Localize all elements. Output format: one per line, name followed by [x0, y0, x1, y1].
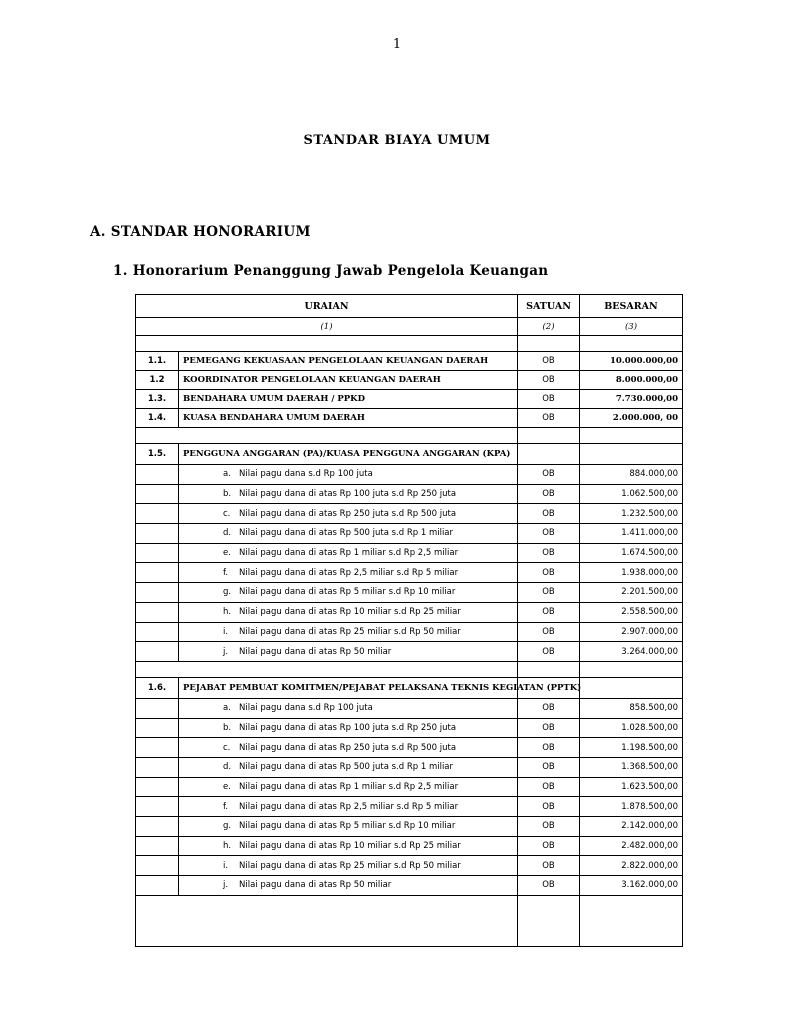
- row-besaran: 7.730.000,00: [580, 390, 683, 409]
- item-letter: a.: [223, 703, 231, 714]
- item-letter: g.: [223, 821, 232, 832]
- item-label: Nilai pagu dana di atas Rp 250 juta s.d Rp 500 juta: [239, 508, 457, 519]
- empty-cell: [136, 718, 179, 738]
- table-row: [136, 583, 683, 603]
- row-item-cell: [179, 876, 518, 896]
- table-row: [136, 698, 683, 718]
- item-label: Nilai pagu dana di atas Rp 2,5 miliar s.d Rp 5 miliar: [239, 567, 459, 578]
- row-item-cell: [179, 524, 518, 544]
- row-satuan: OB: [518, 876, 580, 896]
- table-row: [136, 718, 683, 738]
- row-item-cell: [179, 856, 518, 876]
- row-number: 1.2: [136, 371, 179, 390]
- row-item-cell: [179, 642, 518, 662]
- table-row: [136, 563, 683, 583]
- row-besaran: 884.000,00: [580, 465, 683, 485]
- table-row: [136, 817, 683, 837]
- table-row: [136, 504, 683, 524]
- empty-cell: [136, 738, 179, 758]
- group-number: 1.6.: [136, 677, 179, 698]
- item-letter: j.: [223, 880, 229, 891]
- item-label: Nilai pagu dana di atas Rp 500 juta s.d Rp 1 miliar: [239, 762, 454, 773]
- item-letter: b.: [223, 722, 232, 733]
- row-item-cell: [179, 622, 518, 642]
- row-satuan: OB: [518, 642, 580, 662]
- row-satuan: OB: [518, 504, 580, 524]
- row-item-cell: [179, 465, 518, 485]
- empty-cell: [136, 484, 179, 504]
- item-letter: a.: [223, 469, 231, 480]
- row-besaran: 2.201.500,00: [580, 583, 683, 603]
- empty-cell: [518, 444, 580, 465]
- item-letter: d.: [223, 528, 232, 539]
- row-item-cell: [179, 817, 518, 837]
- row-besaran: 1.411.000,00: [580, 524, 683, 544]
- empty-cell: [136, 465, 179, 485]
- item-label: Nilai pagu dana di atas Rp 1 miliar s.d Rp 2,5 miliar: [239, 548, 459, 559]
- row-item-cell: [179, 543, 518, 563]
- empty-cell: [580, 428, 683, 444]
- empty-cell: [518, 661, 580, 677]
- empty-cell: [136, 543, 179, 563]
- row-satuan: OB: [518, 777, 580, 797]
- table-row: [136, 797, 683, 817]
- row-number: 1.1.: [136, 352, 179, 371]
- table-row: [136, 876, 683, 896]
- row-item-cell: [179, 504, 518, 524]
- empty-cell: [136, 602, 179, 622]
- group-label: PENGGUNA ANGGARAN (PA)/KUASA PENGGUNA ANGGARAN (KPA): [179, 444, 518, 465]
- row-besaran: 1.232.500,00: [580, 504, 683, 524]
- row-item-cell: [179, 718, 518, 738]
- col-number-uraian: (1): [136, 318, 518, 336]
- item-label: Nilai pagu dana di atas Rp 50 miliar: [239, 880, 392, 891]
- row-satuan: OB: [518, 583, 580, 603]
- table-row: [136, 738, 683, 758]
- empty-cell: [136, 836, 179, 856]
- row-label: KOORDINATOR PENGELOLAAN KEUANGAN DAERAH: [179, 371, 518, 390]
- spacer-row: [136, 661, 683, 677]
- row-besaran: 1.938.000,00: [580, 563, 683, 583]
- empty-cell: [136, 524, 179, 544]
- spacer-row: [136, 428, 683, 444]
- empty-cell: [136, 428, 518, 444]
- row-besaran: 3.264.000,00: [580, 642, 683, 662]
- item-label: Nilai pagu dana di atas Rp 500 juta s.d Rp 1 miliar: [239, 528, 454, 539]
- empty-cell: [136, 583, 179, 603]
- item-label: Nilai pagu dana di atas Rp 1 miliar s.d Rp 2,5 miliar: [239, 781, 459, 792]
- row-satuan: OB: [518, 484, 580, 504]
- row-satuan: OB: [518, 738, 580, 758]
- row-besaran: 2.558.500,00: [580, 602, 683, 622]
- item-letter: j.: [223, 646, 229, 657]
- item-letter: e.: [223, 781, 231, 792]
- item-label: Nilai pagu dana s.d Rp 100 juta: [239, 469, 373, 480]
- row-label: PEMEGANG KEKUASAAN PENGELOLAAN KEUANGAN DAERAH: [179, 352, 518, 371]
- group-header-row: [136, 677, 683, 698]
- row-satuan: OB: [518, 602, 580, 622]
- row-besaran: 8.000.000,00: [580, 371, 683, 390]
- row-satuan: OB: [518, 856, 580, 876]
- row-item-cell: [179, 484, 518, 504]
- table-row: [136, 465, 683, 485]
- group-header-row: [136, 444, 683, 465]
- table-row: [136, 836, 683, 856]
- header-besaran: BESARAN: [580, 295, 683, 318]
- section-title: A. STANDAR HONORARIUM: [90, 224, 311, 240]
- item-label: Nilai pagu dana di atas Rp 2,5 miliar s.d Rp 5 miliar: [239, 801, 459, 812]
- item-letter: i.: [223, 626, 229, 637]
- row-besaran: 1.674.500,00: [580, 543, 683, 563]
- empty-cell: [518, 895, 580, 946]
- spacer-row: [136, 336, 683, 352]
- empty-cell: [136, 817, 179, 837]
- row-satuan: OB: [518, 524, 580, 544]
- row-satuan: OB: [518, 817, 580, 837]
- item-label: Nilai pagu dana di atas Rp 250 juta s.d Rp 500 juta: [239, 742, 457, 753]
- row-besaran: 1.062.500,00: [580, 484, 683, 504]
- table-row: [136, 757, 683, 777]
- table-row: [136, 622, 683, 642]
- empty-cell: [136, 757, 179, 777]
- group-label: PEJABAT PEMBUAT KOMITMEN/PEJABAT PELAKSANA TEKNIS KEGIATAN (PPTK): [179, 677, 518, 698]
- item-letter: b.: [223, 489, 232, 500]
- honorarium-table: [135, 294, 683, 947]
- row-item-cell: [179, 757, 518, 777]
- header-satuan: SATUAN: [518, 295, 580, 318]
- empty-cell: [136, 777, 179, 797]
- item-label: Nilai pagu dana di atas Rp 10 miliar s.d Rp 25 miliar: [239, 607, 461, 618]
- row-satuan: OB: [518, 465, 580, 485]
- row-satuan: OB: [518, 543, 580, 563]
- empty-cell: [580, 677, 683, 698]
- row-satuan: OB: [518, 390, 580, 409]
- item-label: Nilai pagu dana di atas Rp 25 miliar s.d Rp 50 miliar: [239, 626, 461, 637]
- empty-cell: [136, 642, 179, 662]
- row-besaran: 1.368.500,00: [580, 757, 683, 777]
- item-letter: h.: [223, 607, 232, 618]
- empty-cell: [518, 428, 580, 444]
- col-number-besaran: (3): [580, 318, 683, 336]
- item-label: Nilai pagu dana di atas Rp 50 miliar: [239, 646, 392, 657]
- row-item-cell: [179, 602, 518, 622]
- row-satuan: OB: [518, 409, 580, 428]
- empty-cell: [136, 504, 179, 524]
- empty-cell: [136, 895, 518, 946]
- item-label: Nilai pagu dana di atas Rp 25 miliar s.d Rp 50 miliar: [239, 860, 461, 871]
- item-letter: f.: [223, 567, 229, 578]
- item-letter: d.: [223, 762, 232, 773]
- table-row: [136, 543, 683, 563]
- row-satuan: OB: [518, 757, 580, 777]
- item-label: Nilai pagu dana di atas Rp 100 juta s.d Rp 250 juta: [239, 722, 457, 733]
- item-letter: c.: [223, 742, 231, 753]
- empty-cell: [580, 661, 683, 677]
- row-item-cell: [179, 836, 518, 856]
- row-satuan: OB: [518, 718, 580, 738]
- empty-cell: [136, 876, 179, 896]
- column-number-row: [136, 318, 683, 336]
- item-letter: g.: [223, 587, 232, 598]
- row-besaran: 2.822.000,00: [580, 856, 683, 876]
- row-item-cell: [179, 583, 518, 603]
- group-number: 1.5.: [136, 444, 179, 465]
- item-label: Nilai pagu dana s.d Rp 100 juta: [239, 703, 373, 714]
- row-besaran: 2.000.000, 00: [580, 409, 683, 428]
- table-row: [136, 602, 683, 622]
- empty-cell: [136, 563, 179, 583]
- item-letter: h.: [223, 841, 232, 852]
- row-besaran: 1.878.500,00: [580, 797, 683, 817]
- row-besaran: 2.142.000,00: [580, 817, 683, 837]
- row-besaran: 1.028.500,00: [580, 718, 683, 738]
- item-label: Nilai pagu dana di atas Rp 5 miliar s.d Rp 10 miliar: [239, 587, 456, 598]
- table-row: [136, 642, 683, 662]
- row-besaran: 1.198.500,00: [580, 738, 683, 758]
- col-number-satuan: (2): [518, 318, 580, 336]
- empty-cell: [580, 895, 683, 946]
- row-item-cell: [179, 777, 518, 797]
- item-letter: e.: [223, 548, 231, 559]
- table-row: [136, 409, 683, 428]
- row-item-cell: [179, 738, 518, 758]
- table-row: [136, 856, 683, 876]
- item-letter: c.: [223, 508, 231, 519]
- empty-cell: [580, 444, 683, 465]
- table-row: [136, 777, 683, 797]
- row-satuan: OB: [518, 797, 580, 817]
- item-letter: i.: [223, 860, 229, 871]
- empty-cell: [136, 698, 179, 718]
- row-satuan: OB: [518, 563, 580, 583]
- item-label: Nilai pagu dana di atas Rp 10 miliar s.d Rp 25 miliar: [239, 841, 461, 852]
- row-label: BENDAHARA UMUM DAERAH / PPKD: [179, 390, 518, 409]
- row-item-cell: [179, 797, 518, 817]
- page-number: 1: [392, 37, 402, 52]
- row-label: KUASA BENDAHARA UMUM DAERAH: [179, 409, 518, 428]
- item-label: Nilai pagu dana di atas Rp 5 miliar s.d Rp 10 miliar: [239, 821, 456, 832]
- table-footer-row: [136, 895, 683, 946]
- row-item-cell: [179, 698, 518, 718]
- row-satuan: OB: [518, 698, 580, 718]
- empty-cell: [136, 622, 179, 642]
- subsection-title: 1. Honorarium Penanggung Jawab Pengelola Keuangan: [113, 263, 549, 279]
- item-label: Nilai pagu dana di atas Rp 100 juta s.d Rp 250 juta: [239, 489, 457, 500]
- document-title: STANDAR BIAYA UMUM: [303, 133, 491, 148]
- row-satuan: OB: [518, 371, 580, 390]
- row-number: 1.3.: [136, 390, 179, 409]
- row-besaran: 2.482.000,00: [580, 836, 683, 856]
- row-besaran: 1.623.500,00: [580, 777, 683, 797]
- row-besaran: 858.500,00: [580, 698, 683, 718]
- row-item-cell: [179, 563, 518, 583]
- row-satuan: OB: [518, 836, 580, 856]
- empty-cell: [136, 797, 179, 817]
- row-satuan: OB: [518, 352, 580, 371]
- table-row: [136, 390, 683, 409]
- row-besaran: 2.907.000,00: [580, 622, 683, 642]
- empty-cell: [136, 856, 179, 876]
- table-header-row: [136, 295, 683, 318]
- empty-cell: [136, 661, 518, 677]
- table-row: [136, 524, 683, 544]
- row-besaran: 3.162.000,00: [580, 876, 683, 896]
- row-besaran: 10.000.000,00: [580, 352, 683, 371]
- item-letter: f.: [223, 801, 229, 812]
- header-uraian: URAIAN: [136, 295, 518, 318]
- row-satuan: OB: [518, 622, 580, 642]
- table-row: [136, 371, 683, 390]
- table-row: [136, 352, 683, 371]
- row-number: 1.4.: [136, 409, 179, 428]
- table-row: [136, 484, 683, 504]
